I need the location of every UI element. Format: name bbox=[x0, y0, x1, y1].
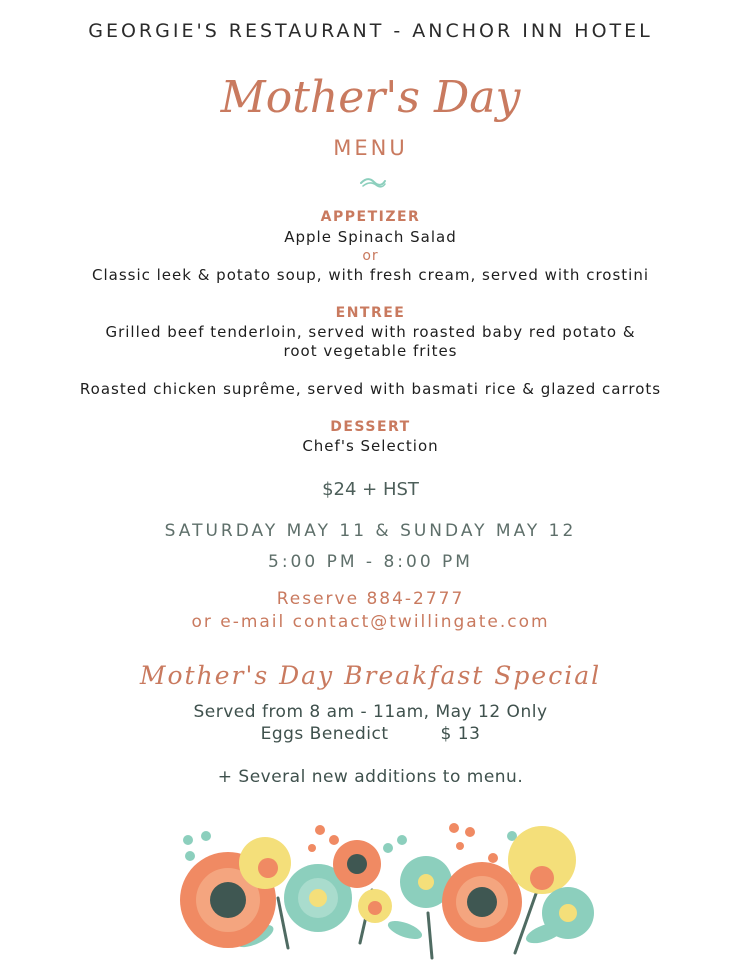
dessert-heading: DESSERT bbox=[330, 419, 411, 435]
event-time: 5:00 PM - 8:00 PM bbox=[268, 552, 473, 572]
entree-item-chicken: Roasted chicken suprême, served with basmati rice & glazed carrots bbox=[79, 380, 662, 398]
appetizer-or: or bbox=[362, 248, 379, 264]
entree-item-beef-line1: Grilled beef tenderloin, served with roasted baby red potato & bbox=[105, 323, 636, 341]
event-dates: SATURDAY MAY 11 & SUNDAY MAY 12 bbox=[164, 521, 577, 541]
breakfast-item-name: Eggs Benedict bbox=[260, 724, 389, 744]
breakfast-served: Served from 8 am - 11am, May 12 Only bbox=[193, 702, 548, 722]
restaurant-header: GEORGIE'S RESTAURANT - ANCHOR INN HOTEL bbox=[88, 20, 653, 42]
breakfast-item bbox=[0, 724, 741, 744]
entree-heading: ENTREE bbox=[335, 305, 406, 321]
appetizer-item-salad: Apple Spinach Salad bbox=[284, 228, 457, 246]
wave-divider-icon bbox=[359, 176, 387, 190]
entree-item-beef-line2: root vegetable frites bbox=[283, 342, 458, 360]
flower-bouquet-icon bbox=[160, 818, 610, 960]
breakfast-title: Mother's Day Breakfast Special bbox=[139, 661, 602, 690]
reserve-phone: Reserve 884-2777 bbox=[276, 589, 465, 609]
breakfast-item-price: $ 13 bbox=[440, 724, 481, 744]
appetizer-item-soup: Classic leek & potato soup, with fresh cream, served with crostini bbox=[91, 266, 650, 284]
page-title: Mother's Day bbox=[220, 72, 521, 123]
menu-subtitle: MENU bbox=[333, 136, 408, 160]
appetizer-heading: APPETIZER bbox=[320, 209, 421, 225]
menu-additions-note: + Several new additions to menu. bbox=[217, 767, 524, 787]
menu-price: $24 + HST bbox=[322, 479, 419, 500]
dessert-item: Chef's Selection bbox=[302, 437, 439, 455]
reserve-email[interactable]: or e-mail contact@twillingate.com bbox=[191, 612, 550, 632]
